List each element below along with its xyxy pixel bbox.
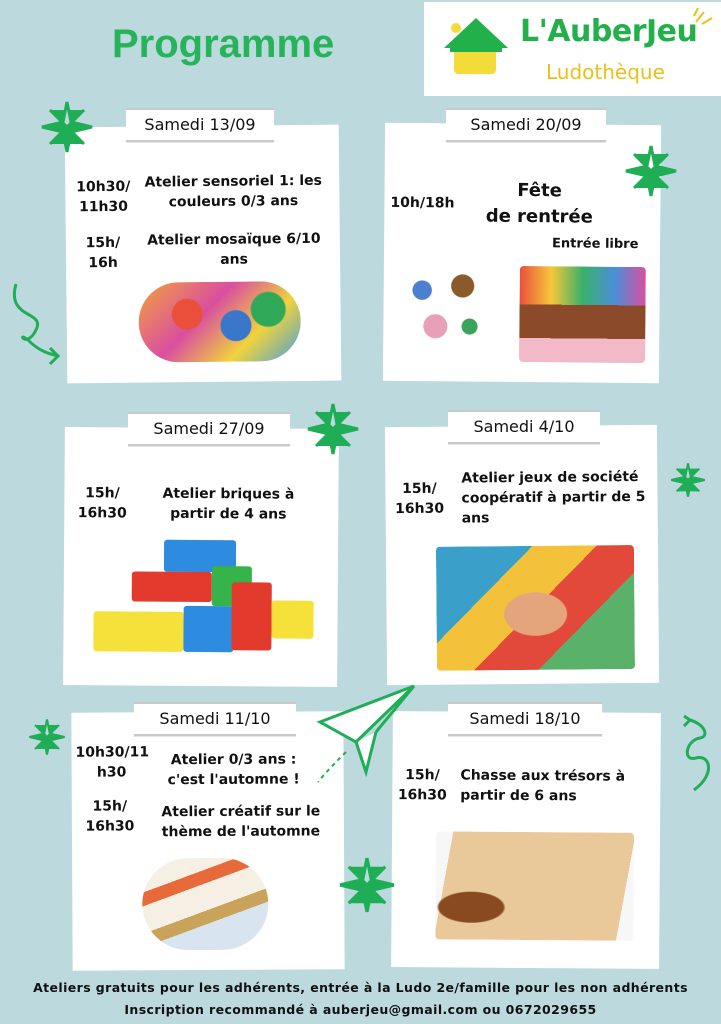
birthday-cake-photo — [519, 266, 646, 363]
event-time: 15h/ 16h30 — [395, 480, 445, 518]
green-star-icon — [624, 144, 678, 198]
event-note: Entrée libre — [552, 236, 639, 253]
curly-arrow-icon — [670, 714, 718, 794]
event-card-0410 — [385, 425, 659, 685]
date-tag: Samedi 27/09 — [128, 412, 290, 446]
date-tag: Samedi 20/09 — [446, 108, 606, 142]
page-title: Programme — [112, 22, 335, 66]
event-card-1309 — [65, 125, 342, 384]
sparkle-icon — [692, 6, 716, 26]
green-star-icon — [306, 402, 360, 456]
date-tag: Samedi 11/10 — [134, 702, 296, 736]
footer-line-2: Inscription recommandé à auberjeu@gmail.com ou 0672029655 — [124, 1002, 597, 1017]
autumn-craft-photo — [142, 858, 268, 951]
lego-bricks-photo — [87, 535, 318, 663]
curly-arrow-icon — [6, 280, 66, 370]
logo-name: L'AuberJeu — [520, 14, 698, 49]
event-activity: Atelier jeux de société coopératif à partir de 5 ans — [461, 468, 646, 527]
cooperative-games-photo — [436, 545, 635, 671]
event-activity: Atelier sensoriel 1: les couleurs 0/3 ans — [144, 172, 322, 211]
date-tag: Samedi 13/09 — [126, 108, 274, 142]
event-card-1110 — [71, 711, 344, 970]
event-time: 10h30/ 11h30 — [76, 178, 131, 216]
green-star-icon — [670, 462, 706, 498]
logo-subtitle: Ludothèque — [546, 60, 665, 84]
treasure-map-photo — [435, 831, 634, 940]
event-activity: Atelier briques à partir de 4 ans — [162, 485, 295, 523]
board-game-pieces-photo — [399, 263, 490, 354]
date-tag: Samedi 18/10 — [448, 702, 602, 736]
event-activity: Fête de rentrée — [485, 179, 593, 228]
paper-plane-icon — [316, 682, 420, 786]
event-time: 15h/ 16h — [85, 234, 121, 272]
house-logo-icon — [442, 14, 512, 80]
green-star-icon — [28, 718, 66, 756]
event-activity: Atelier mosaïque 6/10 ans — [147, 230, 321, 268]
event-activity: Chasse aux trésors à partir de 6 ans — [460, 767, 626, 805]
event-card-2009 — [383, 123, 661, 383]
event-time: 15h/ 16h30 — [397, 767, 447, 804]
logo — [424, 2, 721, 96]
event-activity: Atelier 0/3 ans : c'est l'automne ! — [167, 751, 300, 789]
green-star-icon — [338, 856, 396, 914]
mosaic-tray-photo — [138, 281, 301, 363]
event-time: 10h/18h — [390, 194, 455, 212]
event-card-2709 — [63, 427, 339, 687]
green-star-icon — [40, 100, 94, 154]
event-card-1810 — [391, 711, 661, 969]
footer-line-1: Ateliers gratuits pour les adhérents, entrée à la Ludo 2e/famille pour les non adhérents — [33, 980, 688, 995]
event-time: 15h/ 16h30 — [77, 485, 127, 522]
event-time: 15h/ 16h30 — [85, 798, 135, 835]
date-tag: Samedi 4/10 — [448, 410, 600, 444]
event-activity: Atelier créatif sur le thème de l'automne — [161, 803, 321, 841]
event-time: 10h30/11 h30 — [75, 744, 150, 781]
